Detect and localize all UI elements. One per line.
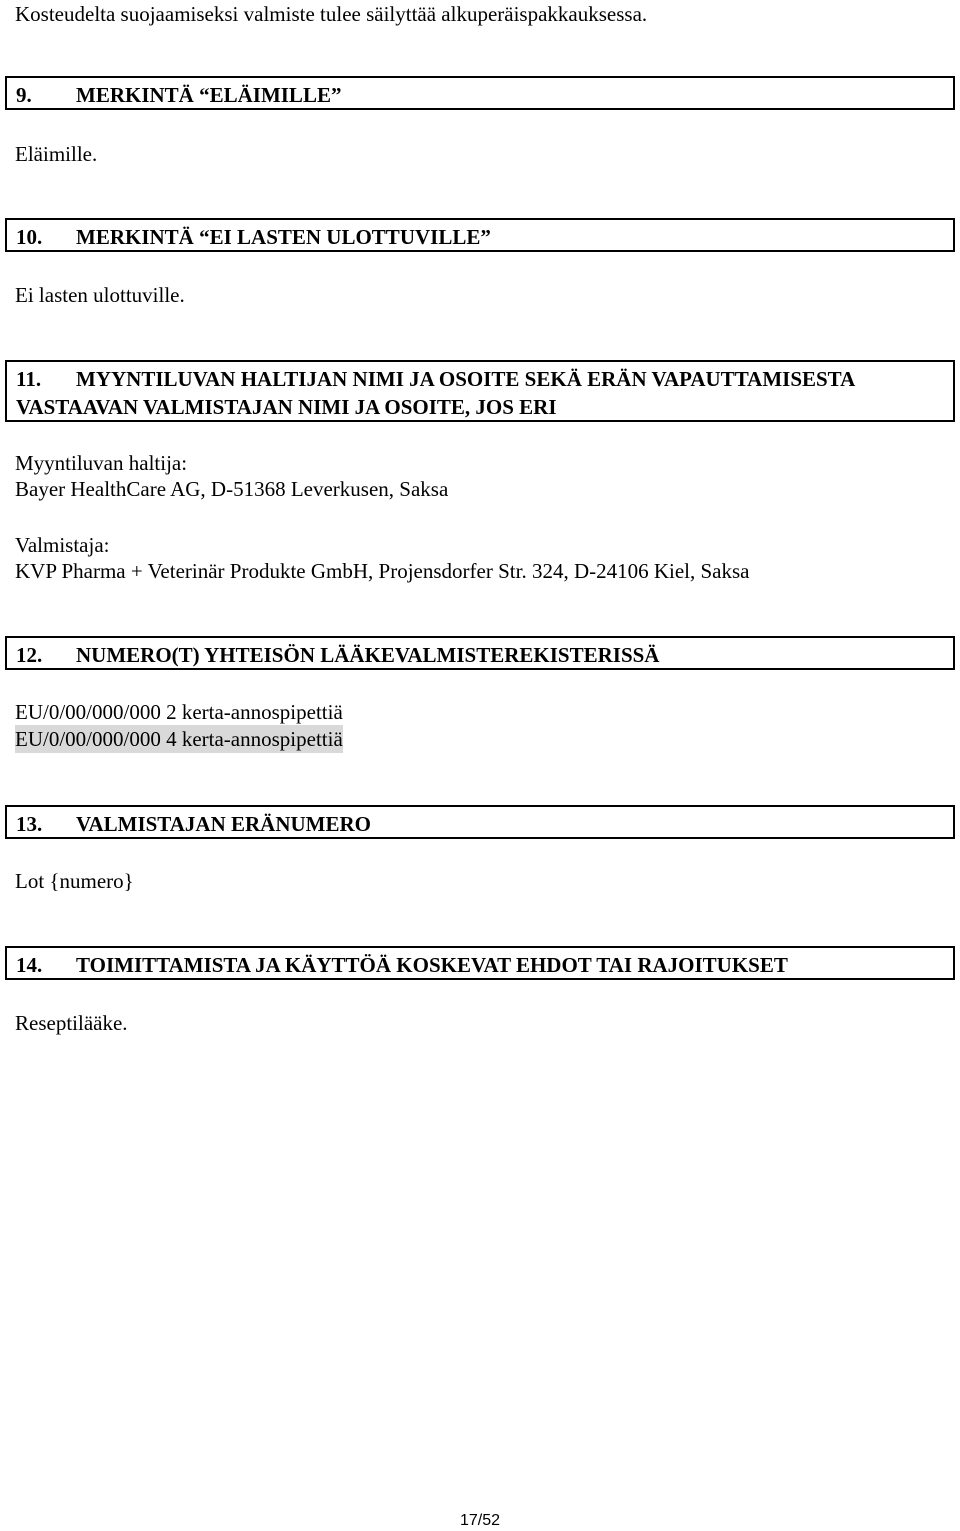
section-11-title-line-1: MYYNTILUVAN HALTIJAN NIMI JA OSOITE SEKÄ ERÄN VAPAUTTAMISESTA: [76, 367, 856, 391]
section-13-title: VALMISTAJAN ERÄNUMERO: [76, 812, 371, 836]
section-11-header: [5, 360, 955, 422]
holder-label: Myyntiluvan haltija:: [15, 451, 188, 475]
section-12-title: NUMERO(T) YHTEISÖN LÄÄKEVALMISTEREKISTERISSÄ: [76, 643, 660, 667]
section-9-body: Eläimille.: [15, 142, 98, 166]
section-12-number: 12.: [16, 643, 43, 667]
section-10-number: 10.: [16, 225, 43, 249]
section-14-number: 14.: [16, 953, 43, 977]
section-12-header: [5, 636, 955, 670]
manufacturer-address: KVP Pharma + Veterinär Produkte GmbH, Projensdorfer Str. 324, D-24106 Kiel, Saksa: [15, 559, 750, 583]
section-13-header: [5, 805, 955, 839]
section-9-number: 9.: [16, 83, 32, 107]
manufacturer-label: Valmistaja:: [15, 533, 110, 557]
registration-entry-2: EU/0/00/000/000 4 kerta-annospipettiä: [15, 727, 343, 751]
section-11-number: 11.: [16, 367, 42, 391]
section-14-title: TOIMITTAMISTA JA KÄYTTÖÄ KOSKEVAT EHDOT TAI RAJOITUKSET: [76, 953, 788, 977]
section-13-number: 13.: [16, 812, 43, 836]
section-9-title: MERKINTÄ “ELÄIMILLE”: [76, 83, 342, 107]
registration-entry-1: EU/0/00/000/000 2 kerta-annospipettiä: [15, 700, 343, 724]
section-14-header: [5, 946, 955, 980]
section-11-title-line-2: VASTAAVAN VALMISTAJAN NIMI JA OSOITE, JOS ERI: [16, 395, 557, 419]
lot-number: Lot {numero}: [15, 869, 134, 893]
page-number: 17/52: [459, 1512, 501, 1529]
holder-address: Bayer HealthCare AG, D-51368 Leverkusen, Saksa: [15, 477, 449, 501]
section-10-title: MERKINTÄ “EI LASTEN ULOTTUVILLE”: [76, 225, 491, 249]
section-9-header: [5, 76, 955, 110]
section-14-body: Reseptilääke.: [15, 1011, 128, 1035]
storage-instruction: Kosteudelta suojaamiseksi valmiste tulee säilyttää alkuperäispakkauksessa.: [15, 2, 648, 26]
section-10-header: [5, 218, 955, 252]
section-10-body: Ei lasten ulottuville.: [15, 283, 185, 307]
